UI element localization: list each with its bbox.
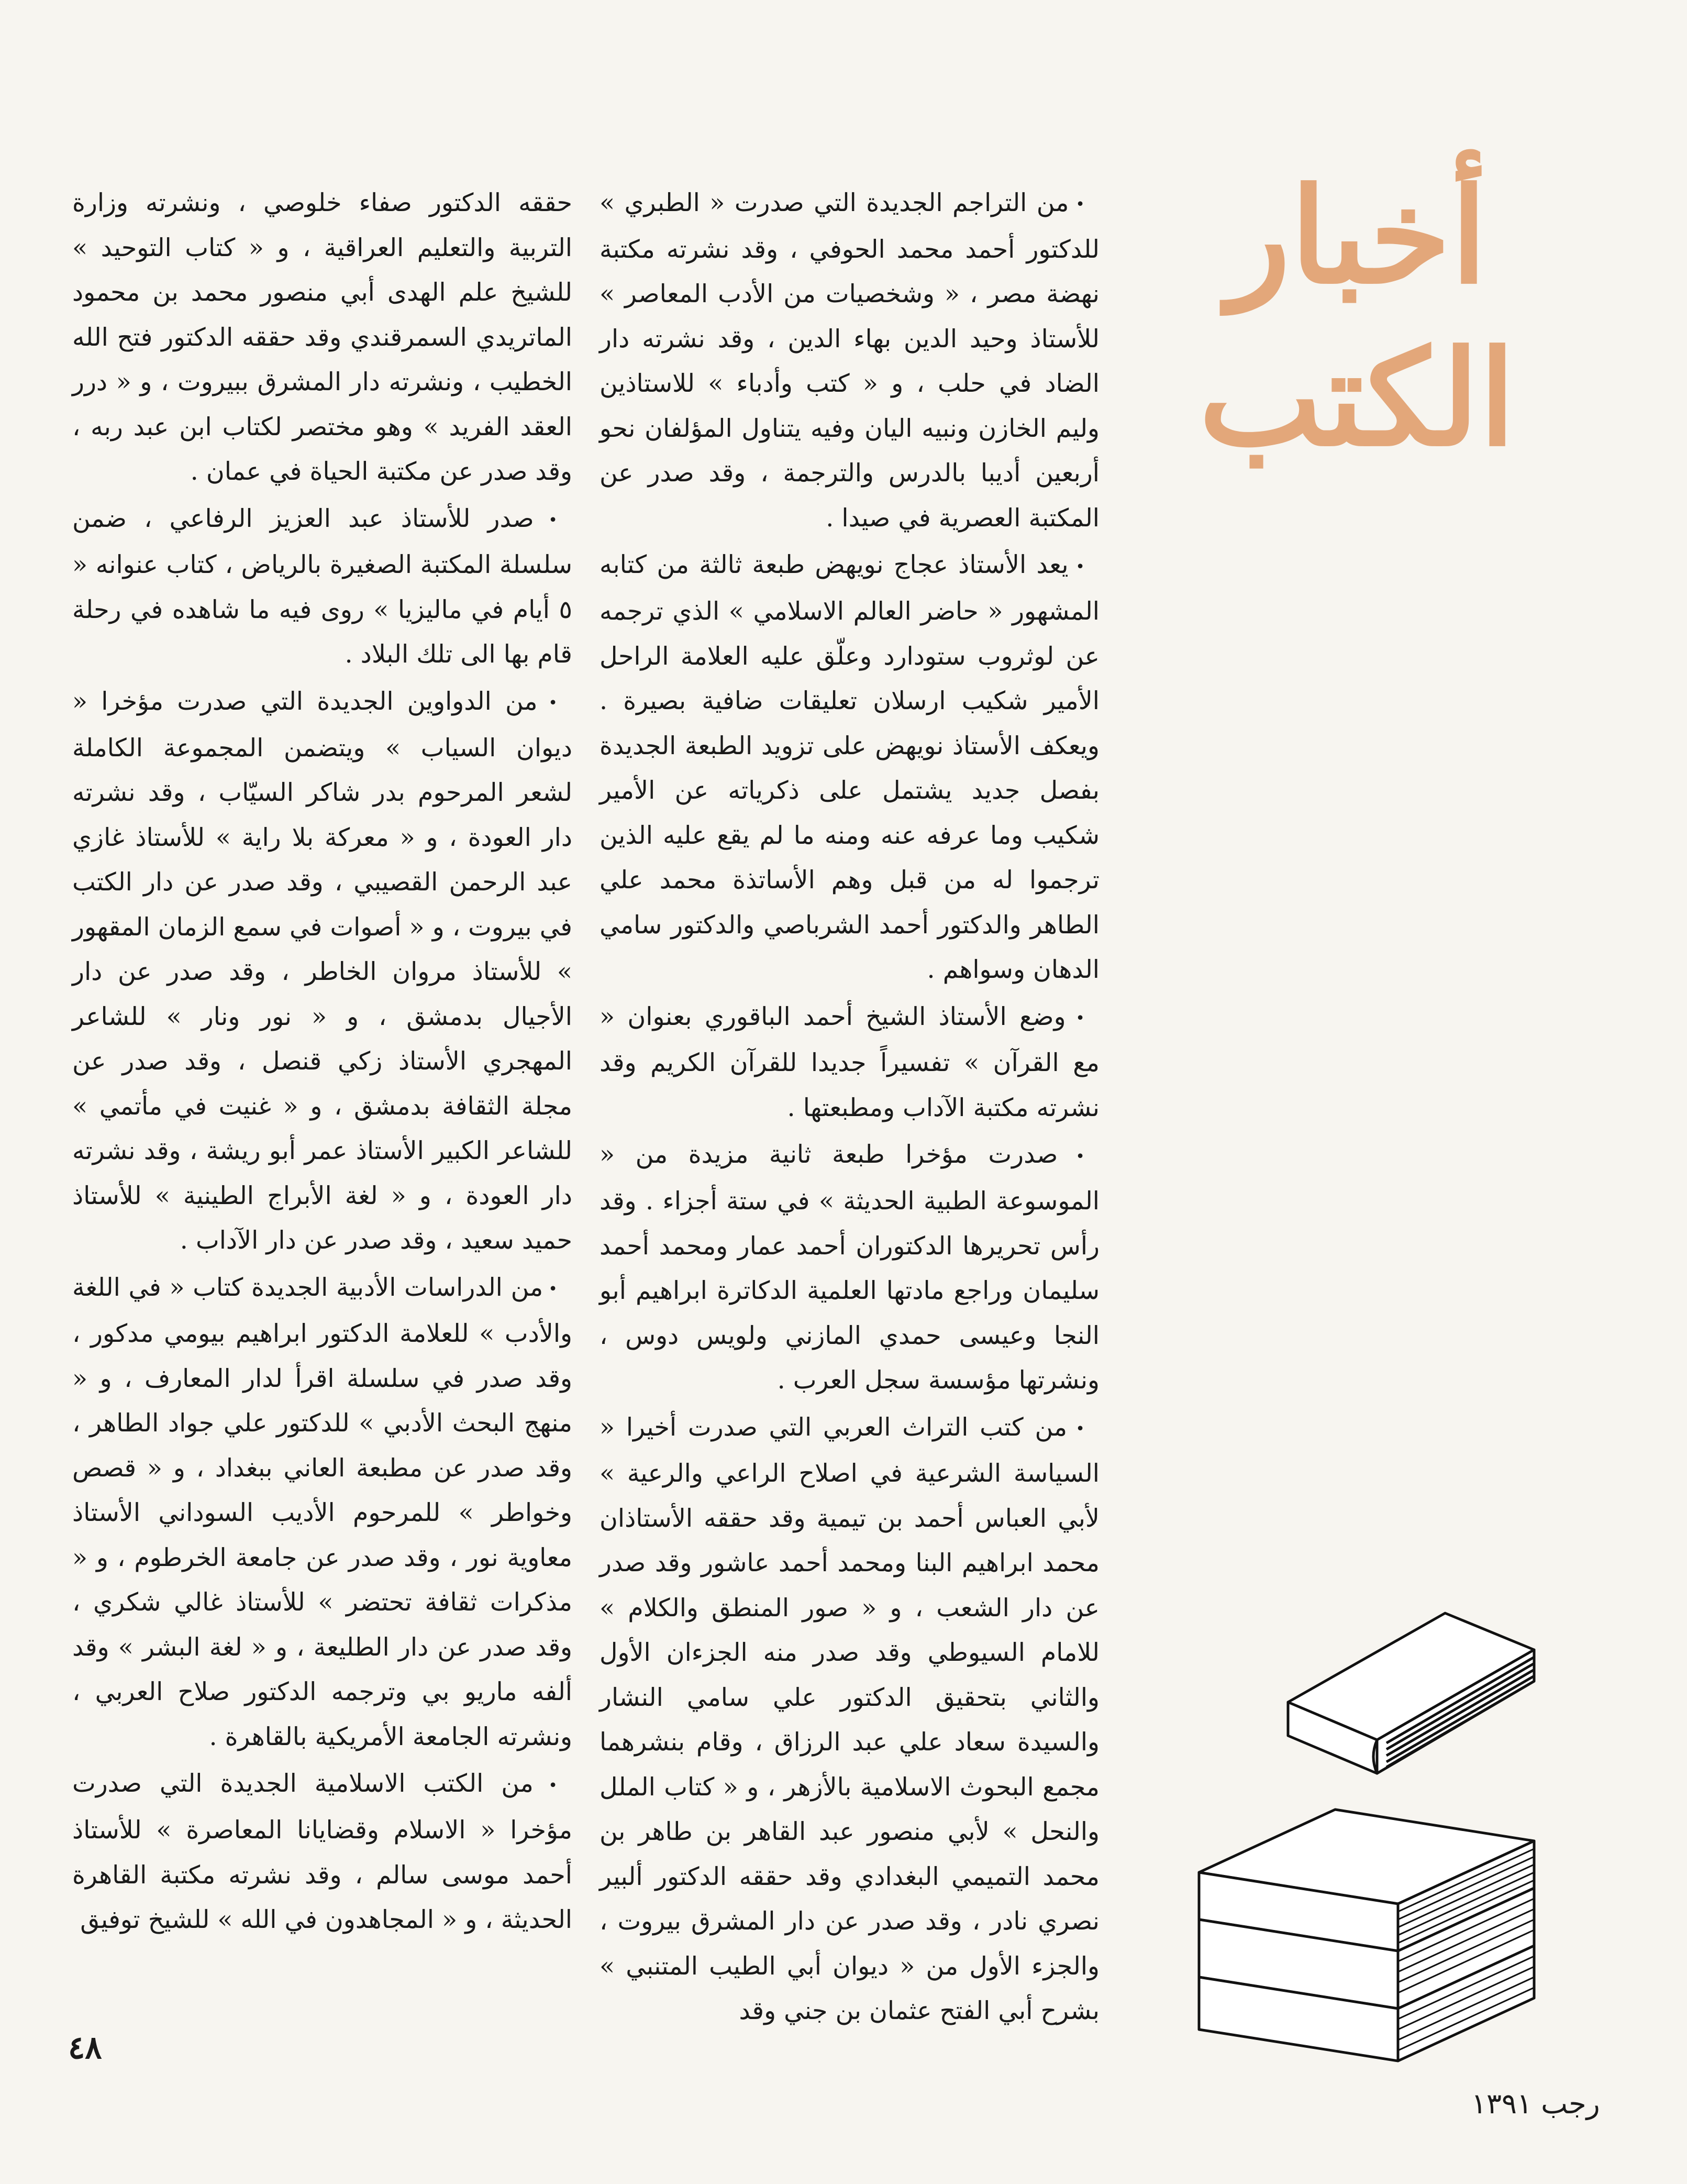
news-item: • من الكتب الاسلامية الجديدة التي صدرت مؤخرا « الاسلام وقضايانا المعاصرة » للأستاذ أحمد موسى سالم ، وقد نشرته مكتبة القاهرة الحديثة ، و « المجاهدون في الله » للشيخ توفيق (72, 1761, 572, 1942)
news-item: • وضع الأستاذ الشيخ أحمد الباقوري بعنوان « مع القرآن » تفسيراً جديدا للقرآن الكريم وقد نشرته مكتبة الآداب ومطبعتها . (600, 995, 1100, 1131)
heading-line-2: الكتب (1198, 321, 1516, 475)
heading-line-1: أخبار (1227, 159, 1488, 313)
news-item: • صدر للأستاذ عبد العزيز الرفاعي ، ضمن سلسلة المكتبة الصغيرة بالرياض ، كتاب عنوانه « ٥ أيام في ماليزيا » روى فيه ما شاهده في رحلة قام بها الى تلك البلاد . (72, 497, 572, 677)
section-heading (1082, 157, 1632, 482)
news-item: • يعد الأستاذ عجاج نويهض طبعة ثالثة من كتابه المشهور « حاضر العالم الاسلامي » الذي ترجمه عن لوثروب ستودارد وعلّق عليه العلامة الراحل الأمير شكيب ارسلان تعليقات ضافية بصيرة . ويعكف الأستاذ نويهض على تزويد الطبعة الجديدة بفصل جديد يشتمل على ذكرياته عن الأمير شكيب وما عرفه عنه ومنه ما لم يقع عليه الذين ترجموا له من قبل وهم الأساتذة محمد علي الطاهر والدكتور أحمد الشرباصي والدكتور سامي الدهان وسواهم . (600, 543, 1100, 992)
news-item: • من التراجم الجديدة التي صدرت « الطبري » للدكتور أحمد محمد الحوفي ، وقد نشرته مكتبة نهضة مصر ، « وشخصيات من الأدب المعاصر » للأستاذ وحيد الدين بهاء الدين ، وقد نشرته دار الضاد في حلب ، و « كتب وأدباء » للاستاذين وليم الخازن ونبيه اليان وفيه يتناول المؤلفان نحو أربعين أديبا بالدرس والترجمة ، وقد صدر عن المكتبة العصرية في صيدا . (600, 181, 1100, 541)
news-item: • من كتب التراث العربي التي صدرت أخيرا « السياسة الشرعية في اصلاح الراعي والرعية » لأبي العباس أحمد بن تيمية وقد حققه الأستاذان محمد ابراهيم البنا ومحمد أحمد عاشور وقد صدر عن دار الشعب ، و « صور المنطق والكلام » للامام السيوطي وقد صدر منه الجزءان الأول والثاني بتحقيق الدكتور علي سامي النشار والسيدة سعاد علي عبد الرزاق ، وقام بنشرهما مجمع البحوث الاسلامية بالأزهر ، و « كتاب الملل والنحل » لأبي منصور عبد القاهر بن طاهر بن محمد التميمي البغدادي وقد حققه الدكتور ألبير نصري نادر ، وقد صدر عن دار المشرق بيروت ، والجزء الأول من « ديوان أبي الطيب المتنبي » بشرح أبي الفتح عثمان بن جني وقد (600, 1405, 1100, 2034)
book-stack-illustration (1178, 1799, 1545, 2071)
news-item-continued: حققه الدكتور صفاء خلوصي ، ونشرته وزارة التربية والتعليم العراقية ، و « كتاب التوحيد » للشيخ علم الهدى أبي منصور محمد بن محمود الماتريدي السمرقندي وقد حققه الدكتور فتح الله الخطيب ، ونشرته دار المشرق ببيروت ، و « درر العقد الفريد » وهو مختصر لكتاب ابن عبد ربه ، وقد صدر عن مكتبة الحياة في عمان . (72, 189, 572, 486)
news-item: • من الدراسات الأدبية الجديدة كتاب « في اللغة والأدب » للعلامة الدكتور ابراهيم بيومي مدكور ، وقد صدر في سلسلة اقرأ لدار المعارف ، و « منهج البحث الأدبي » للدكتور علي جواد الطاهر ، وقد صدر عن مطبعة العاني ببغداد ، و « قصص وخواطر » للمرحوم الأديب السوداني الأستاذ معاوية نور ، وقد صدر عن جامعة الخرطوم ، و « مذكرات ثقافة تحتضر » للأستاذ غالي شكري ، وقد صدر عن دار الطليعة ، و « لغة البشر » وقد ألفه ماريو بي وترجمه الدكتور صلاح العربي ، ونشرته الجامعة الأمريكية بالقاهرة . (72, 1265, 572, 1760)
news-item: • صدرت مؤخرا طبعة ثانية مزيدة من « الموسوعة الطبية الحديثة » في ستة أجزاء . وقد رأس تحريرها الدكتوران أحمد عمار ومحمد أحمد سليمان وراجع مادتها العلمية الدكاترة ابراهيم أبو النجا وعيسى حمدي المازني ولويس دوس ، ونشرتها مؤسسة سجل العرب . (600, 1132, 1100, 1403)
issue-date: رجب ١٣٩١ (1471, 2087, 1600, 2120)
news-item: • من الدواوين الجديدة التي صدرت مؤخرا « ديوان السياب » ويتضمن المجموعة الكاملة لشعر المرحوم بدر شاكر السيّاب ، وقد نشرته دار العودة ، و « معركة بلا راية » للأستاذ غازي عبد الرحمن القصيبي ، وقد صدر عن دار الكتب في بيروت ، و « أصوات في سمع الزمان المقهور » للأستاذ مروان الخاطر ، وقد صدر عن دار الأجيال بدمشق ، و « نور ونار » للشاعر المهجري الأستاذ زكي قنصل ، وقد صدر عن مجلة الثقافة بدمشق ، و « غنيت في مأتمي » للشاعر الكبير الأستاذ عمر أبو ريشة ، وقد نشرته دار العودة ، و « لغة الأبراج الطينية » للأستاذ حميد سعيد ، وقد صدر عن دار الآداب . (72, 679, 572, 1263)
page-number: ٤٨ (68, 2029, 102, 2066)
single-book-illustration (1272, 1603, 1545, 1781)
article-column-middle (600, 181, 1100, 2026)
article-column-left (72, 181, 572, 1988)
